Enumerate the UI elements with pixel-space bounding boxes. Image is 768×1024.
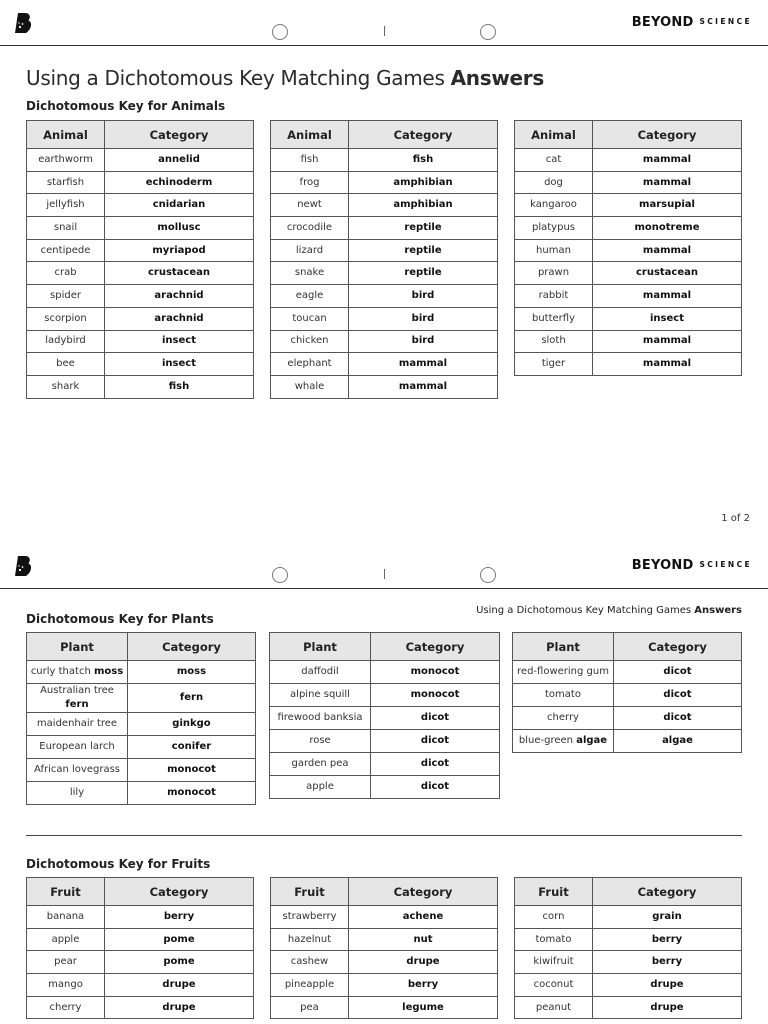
category-cell: arachnid bbox=[105, 285, 254, 308]
fruits-table-2 bbox=[270, 877, 498, 1019]
item-cell: butterfly bbox=[515, 307, 593, 330]
item-cell: bee bbox=[27, 353, 105, 376]
item-cell: mango bbox=[27, 974, 105, 997]
item-cell: sloth bbox=[515, 330, 593, 353]
item-cell: spider bbox=[27, 285, 105, 308]
category-cell: drupe bbox=[105, 974, 254, 997]
item-cell bbox=[27, 782, 128, 805]
table-row bbox=[271, 974, 498, 997]
table-row bbox=[27, 951, 254, 974]
item-cell: cat bbox=[515, 149, 593, 172]
table-row bbox=[27, 330, 254, 353]
item-cell: cashew bbox=[271, 951, 349, 974]
item-text: apple bbox=[306, 781, 334, 792]
item-text: tomato bbox=[545, 689, 581, 700]
item-text: daffodil bbox=[301, 666, 339, 677]
binder-marks bbox=[272, 567, 496, 583]
category-cell: amphibian bbox=[349, 194, 498, 217]
item-cell: whale bbox=[271, 375, 349, 398]
category-cell: annelid bbox=[105, 149, 254, 172]
binder-marks bbox=[272, 24, 496, 40]
category-cell: mammal bbox=[593, 149, 742, 172]
item-text: maidenhair tree bbox=[36, 718, 118, 729]
category-cell: bird bbox=[349, 285, 498, 308]
table-header-row bbox=[515, 121, 742, 149]
table-row bbox=[27, 928, 254, 951]
item-cell: starfish bbox=[27, 171, 105, 194]
binder-hole bbox=[272, 24, 288, 40]
page-title: Using a Dichotomous Key Matching Games Answers bbox=[26, 66, 544, 90]
category-cell: monocot bbox=[128, 759, 256, 782]
page-header-1 bbox=[0, 0, 768, 46]
table-row bbox=[515, 149, 742, 172]
table-row bbox=[515, 353, 742, 376]
item-cell bbox=[270, 776, 371, 799]
table-row bbox=[515, 171, 742, 194]
item-cell: jellyfish bbox=[27, 194, 105, 217]
table-header-row bbox=[27, 878, 254, 906]
item-cell bbox=[270, 684, 371, 707]
item-text: rose bbox=[309, 735, 331, 746]
category-cell: arachnid bbox=[105, 307, 254, 330]
table-row bbox=[515, 330, 742, 353]
category-cell: berry bbox=[593, 928, 742, 951]
table-header-row bbox=[27, 121, 254, 149]
column-header-category: Category bbox=[593, 121, 742, 149]
column-header-category: Category bbox=[371, 633, 500, 661]
category-cell: drupe bbox=[349, 951, 498, 974]
item-cell: frog bbox=[271, 171, 349, 194]
column-header-category: Category bbox=[593, 878, 742, 906]
plants-table-1 bbox=[26, 632, 256, 805]
table-row bbox=[515, 194, 742, 217]
plants-table-3 bbox=[512, 632, 742, 753]
category-cell: grain bbox=[593, 906, 742, 929]
item-text: curly thatch bbox=[30, 666, 94, 677]
brand-wordmark: BEYOND SCIENCE bbox=[631, 15, 752, 30]
animals-table-3 bbox=[514, 120, 742, 376]
category-cell: myriapod bbox=[105, 239, 254, 262]
table-row bbox=[27, 713, 256, 736]
item-cell: ladybird bbox=[27, 330, 105, 353]
plants-table-2 bbox=[269, 632, 500, 799]
table-row bbox=[515, 307, 742, 330]
item-cell: kiwifruit bbox=[515, 951, 593, 974]
item-cell: pineapple bbox=[271, 974, 349, 997]
item-cell: hazelnut bbox=[271, 928, 349, 951]
item-cell: peanut bbox=[515, 996, 593, 1019]
table-header-row bbox=[27, 633, 256, 661]
table-row bbox=[271, 285, 498, 308]
table-row bbox=[513, 684, 742, 707]
category-cell: berry bbox=[349, 974, 498, 997]
table-row bbox=[270, 753, 500, 776]
item-cell: earthworm bbox=[27, 149, 105, 172]
table-row bbox=[513, 730, 742, 753]
category-cell: mammal bbox=[593, 239, 742, 262]
table-row bbox=[27, 661, 256, 684]
item-text: Australian tree bbox=[40, 685, 114, 696]
item-cell: banana bbox=[27, 906, 105, 929]
item-text: alpine squill bbox=[290, 689, 350, 700]
center-tick bbox=[384, 569, 385, 579]
table-row bbox=[515, 217, 742, 240]
table-row bbox=[515, 262, 742, 285]
table-row bbox=[515, 285, 742, 308]
category-cell: berry bbox=[593, 951, 742, 974]
item-cell: platypus bbox=[515, 217, 593, 240]
item-text-bold: moss bbox=[93, 666, 124, 677]
category-cell: dicot bbox=[371, 707, 500, 730]
category-cell: dicot bbox=[614, 684, 742, 707]
table-row bbox=[271, 928, 498, 951]
table-row bbox=[27, 262, 254, 285]
item-cell bbox=[27, 759, 128, 782]
beyond-logo-icon bbox=[14, 12, 34, 34]
category-cell: insect bbox=[593, 307, 742, 330]
item-cell: tiger bbox=[515, 353, 593, 376]
item-cell: strawberry bbox=[271, 906, 349, 929]
category-cell: drupe bbox=[105, 996, 254, 1019]
table-header-row bbox=[270, 633, 500, 661]
table-row bbox=[515, 906, 742, 929]
item-cell: corn bbox=[515, 906, 593, 929]
table-row bbox=[27, 194, 254, 217]
page-subheader: Using a Dichotomous Key Matching Games Answers bbox=[476, 605, 742, 616]
table-row bbox=[513, 661, 742, 684]
category-cell: monocot bbox=[371, 661, 500, 684]
table-row bbox=[27, 375, 254, 398]
table-row bbox=[27, 217, 254, 240]
item-cell bbox=[270, 730, 371, 753]
item-cell bbox=[270, 707, 371, 730]
table-row bbox=[515, 951, 742, 974]
column-header-item: Fruit bbox=[271, 878, 349, 906]
page-header-2 bbox=[0, 543, 768, 589]
category-cell: crustacean bbox=[593, 262, 742, 285]
column-header-item: Fruit bbox=[515, 878, 593, 906]
category-cell: bird bbox=[349, 330, 498, 353]
category-cell: amphibian bbox=[349, 171, 498, 194]
item-cell bbox=[513, 707, 614, 730]
page-number: 1 of 2 bbox=[721, 513, 750, 524]
table-header-row bbox=[271, 878, 498, 906]
item-cell bbox=[513, 684, 614, 707]
item-text-bold: algae bbox=[576, 735, 608, 746]
column-header-item: Animal bbox=[27, 121, 105, 149]
animals-table-1 bbox=[26, 120, 254, 399]
table-row bbox=[27, 974, 254, 997]
category-cell: fish bbox=[105, 375, 254, 398]
category-cell: marsupial bbox=[593, 194, 742, 217]
column-header-item: Plant bbox=[27, 633, 128, 661]
table-row bbox=[271, 171, 498, 194]
fruits-table-1 bbox=[26, 877, 254, 1019]
column-header-category: Category bbox=[349, 878, 498, 906]
beyond-logo-icon bbox=[14, 555, 34, 577]
table-row bbox=[515, 928, 742, 951]
item-cell: snail bbox=[27, 217, 105, 240]
table-row bbox=[27, 171, 254, 194]
category-cell: fish bbox=[349, 149, 498, 172]
table-header-row bbox=[271, 121, 498, 149]
category-cell: monotreme bbox=[593, 217, 742, 240]
category-cell: dicot bbox=[371, 753, 500, 776]
category-cell: mammal bbox=[593, 330, 742, 353]
category-cell: conifer bbox=[128, 736, 256, 759]
table-row bbox=[27, 307, 254, 330]
table-row bbox=[27, 149, 254, 172]
category-cell: monocot bbox=[371, 684, 500, 707]
category-cell: ginkgo bbox=[128, 713, 256, 736]
category-cell: mollusc bbox=[105, 217, 254, 240]
item-cell: prawn bbox=[515, 262, 593, 285]
category-cell: drupe bbox=[593, 974, 742, 997]
item-cell bbox=[513, 661, 614, 684]
item-cell: coconut bbox=[515, 974, 593, 997]
table-row bbox=[270, 707, 500, 730]
binder-hole bbox=[272, 567, 288, 583]
plants-section-title: Dichotomous Key for Plants bbox=[26, 612, 214, 626]
center-tick bbox=[384, 26, 385, 36]
table-row bbox=[271, 217, 498, 240]
category-cell: berry bbox=[105, 906, 254, 929]
item-text: firewood banksia bbox=[277, 712, 363, 723]
category-cell: reptile bbox=[349, 262, 498, 285]
item-cell: lizard bbox=[271, 239, 349, 262]
category-cell: mammal bbox=[349, 375, 498, 398]
table-row bbox=[515, 974, 742, 997]
category-cell: dicot bbox=[371, 776, 500, 799]
category-cell: insect bbox=[105, 353, 254, 376]
table-row bbox=[27, 239, 254, 262]
category-cell: moss bbox=[128, 661, 256, 684]
item-cell bbox=[270, 753, 371, 776]
column-header-item: Animal bbox=[271, 121, 349, 149]
item-cell: snake bbox=[271, 262, 349, 285]
item-cell bbox=[270, 661, 371, 684]
category-cell: insect bbox=[105, 330, 254, 353]
table-row bbox=[271, 375, 498, 398]
column-header-category: Category bbox=[105, 121, 254, 149]
item-cell: toucan bbox=[271, 307, 349, 330]
item-cell bbox=[27, 661, 128, 684]
item-cell: chicken bbox=[271, 330, 349, 353]
item-cell: pea bbox=[271, 996, 349, 1019]
category-cell: mammal bbox=[593, 285, 742, 308]
category-cell: fern bbox=[128, 684, 256, 713]
category-cell: drupe bbox=[593, 996, 742, 1019]
table-row bbox=[271, 262, 498, 285]
brand-wordmark: BEYOND SCIENCE bbox=[631, 558, 752, 573]
table-row bbox=[271, 951, 498, 974]
item-cell: tomato bbox=[515, 928, 593, 951]
category-cell: bird bbox=[349, 307, 498, 330]
binder-hole bbox=[480, 24, 496, 40]
table-row bbox=[270, 776, 500, 799]
item-cell: scorpion bbox=[27, 307, 105, 330]
table-row bbox=[27, 285, 254, 308]
category-cell: mammal bbox=[593, 171, 742, 194]
table-row bbox=[27, 736, 256, 759]
table-row bbox=[27, 782, 256, 805]
table-row bbox=[271, 239, 498, 262]
table-row bbox=[515, 996, 742, 1019]
category-cell: mammal bbox=[349, 353, 498, 376]
category-cell: algae bbox=[614, 730, 742, 753]
table-row bbox=[271, 194, 498, 217]
fruits-table-3 bbox=[514, 877, 742, 1019]
column-header-item: Plant bbox=[513, 633, 614, 661]
item-cell: apple bbox=[27, 928, 105, 951]
category-cell: dicot bbox=[614, 707, 742, 730]
category-cell: achene bbox=[349, 906, 498, 929]
animals-table-2 bbox=[270, 120, 498, 399]
table-row bbox=[27, 759, 256, 782]
table-row bbox=[271, 996, 498, 1019]
category-cell: nut bbox=[349, 928, 498, 951]
category-cell: monocot bbox=[128, 782, 256, 805]
item-cell: elephant bbox=[271, 353, 349, 376]
column-header-item: Plant bbox=[270, 633, 371, 661]
category-cell: dicot bbox=[614, 661, 742, 684]
category-cell: echinoderm bbox=[105, 171, 254, 194]
item-cell: rabbit bbox=[515, 285, 593, 308]
table-row bbox=[271, 330, 498, 353]
item-cell: kangaroo bbox=[515, 194, 593, 217]
category-cell: mammal bbox=[593, 353, 742, 376]
binder-hole bbox=[480, 567, 496, 583]
item-cell bbox=[27, 736, 128, 759]
item-text: European larch bbox=[39, 741, 115, 752]
fruits-section-title: Dichotomous Key for Fruits bbox=[26, 857, 211, 871]
item-text: cherry bbox=[547, 712, 579, 723]
item-cell bbox=[27, 684, 128, 713]
category-cell: legume bbox=[349, 996, 498, 1019]
item-cell: human bbox=[515, 239, 593, 262]
item-cell bbox=[27, 713, 128, 736]
item-cell: pear bbox=[27, 951, 105, 974]
column-header-category: Category bbox=[614, 633, 742, 661]
table-row bbox=[271, 906, 498, 929]
category-cell: cnidarian bbox=[105, 194, 254, 217]
column-header-category: Category bbox=[349, 121, 498, 149]
table-row bbox=[27, 996, 254, 1019]
table-row bbox=[27, 353, 254, 376]
column-header-category: Category bbox=[128, 633, 256, 661]
table-row bbox=[515, 239, 742, 262]
table-row bbox=[270, 684, 500, 707]
item-cell: eagle bbox=[271, 285, 349, 308]
item-cell: shark bbox=[27, 375, 105, 398]
item-text: garden pea bbox=[291, 758, 349, 769]
category-cell: reptile bbox=[349, 217, 498, 240]
item-text: African lovegrass bbox=[33, 764, 120, 775]
item-text: red-flowering gum bbox=[517, 666, 609, 677]
item-cell: cherry bbox=[27, 996, 105, 1019]
category-cell: pome bbox=[105, 928, 254, 951]
item-cell: centipede bbox=[27, 239, 105, 262]
section-divider bbox=[26, 835, 742, 836]
table-header-row bbox=[515, 878, 742, 906]
table-row bbox=[271, 307, 498, 330]
item-text: blue-green bbox=[518, 735, 577, 746]
table-row bbox=[27, 684, 256, 713]
item-cell bbox=[513, 730, 614, 753]
item-cell: crab bbox=[27, 262, 105, 285]
column-header-item: Animal bbox=[515, 121, 593, 149]
item-text: lily bbox=[69, 787, 85, 798]
table-header-row bbox=[513, 633, 742, 661]
animals-section-title: Dichotomous Key for Animals bbox=[26, 99, 226, 113]
table-row bbox=[270, 661, 500, 684]
category-cell: dicot bbox=[371, 730, 500, 753]
table-row bbox=[513, 707, 742, 730]
table-row bbox=[27, 906, 254, 929]
item-cell: crocodile bbox=[271, 217, 349, 240]
column-header-item: Fruit bbox=[27, 878, 105, 906]
category-cell: reptile bbox=[349, 239, 498, 262]
table-row bbox=[271, 353, 498, 376]
item-cell: fish bbox=[271, 149, 349, 172]
column-header-category: Category bbox=[105, 878, 254, 906]
category-cell: pome bbox=[105, 951, 254, 974]
item-cell: newt bbox=[271, 194, 349, 217]
item-text-bold: fern bbox=[65, 699, 89, 710]
table-row bbox=[271, 149, 498, 172]
item-cell: dog bbox=[515, 171, 593, 194]
category-cell: crustacean bbox=[105, 262, 254, 285]
table-row bbox=[270, 730, 500, 753]
